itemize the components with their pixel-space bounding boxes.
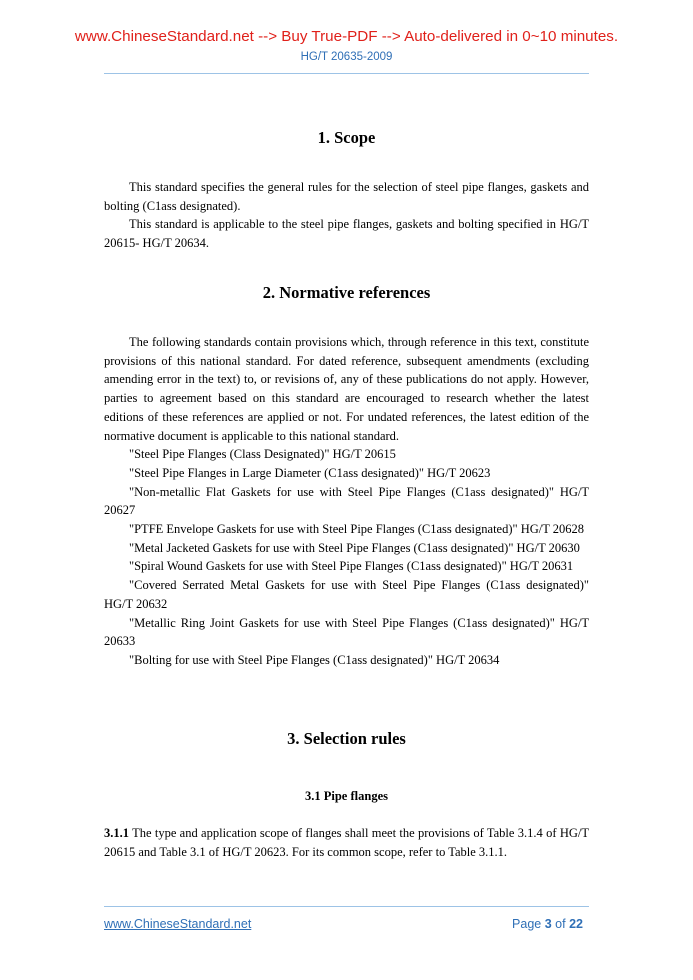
section-heading-selection-rules: 3. Selection rules [287,729,406,748]
section-heading-normative-references: 2. Normative references [262,283,431,302]
reference-item: "Non-metallic Flat Gaskets for use with Steel Pipe Flanges (C1ass designated)" HG/T 20627 [104,484,589,518]
footer-site-link[interactable]: www.ChineseStandard.net [104,917,252,931]
reference-item: "Metal Jacketed Gaskets for use with Steel Pipe Flanges (C1ass designated)" HG/T 20630 [129,540,580,555]
scope-paragraph: This standard specifies the general rules for the selection of steel pipe flanges, gaskets and bolting (C1ass designated). [104,180,589,213]
page-label: Page [512,917,542,931]
reference-item: "Bolting for use with Steel Pipe Flanges (C1ass designated)" HG/T 20634 [129,652,500,667]
references-intro: The following standards contain provisions which, through reference in this text, constitute provisions of this national standard. For dated reference, subsequent amendments (excluding amending error in the text) to, or revisions of, any of these publications do not apply. However, parties to agreement based on this standard are encouraged to research whether the latest editions of these references are applied or not. For undated references, the latest edition of the normative document is applicable to this national standard. [104,335,589,443]
subsection-heading-pipe-flanges: 3.1 Pipe flanges [305,789,388,803]
buy-pdf-banner-link[interactable]: www.ChineseStandard.net --> Buy True-PDF --> Auto-delivered in 0~10 minutes. [74,28,619,45]
reference-item: "Steel Pipe Flanges (Class Designated)" HG/T 20615 [129,447,396,462]
reference-item: "PTFE Envelope Gaskets for use with Steel Pipe Flanges (C1ass designated)" HG/T 20628 [129,522,585,537]
clause-number: 3.1.1 [104,826,129,840]
page-current: 3 [544,917,552,931]
header-divider [104,73,589,74]
scope-paragraph: This standard is applicable to the steel pipe flanges, gaskets and bolting specified in HG/T 20615- HG/T 20634. [104,217,589,251]
page-total: 22 [569,917,583,931]
clause-text: The type and application scope of flanges shall meet the provisions of Table 3.1.4 of HG/T 20615 and Table 3.1 of HG/T 20623. For its common scope, refer to Table 3.1.1. [104,826,589,859]
reference-item: "Metallic Ring Joint Gaskets for use with Steel Pipe Flanges (C1ass designated)" HG/T 20633 [104,615,589,649]
normative-references-body [104,333,589,670]
standard-code: HG/T 20635-2009 [300,51,393,63]
scope-body [104,178,589,253]
reference-item: "Covered Serrated Metal Gaskets for use with Steel Pipe Flanges (C1ass designated)" HG/T 20632 [104,578,589,611]
clause-paragraph [104,824,589,861]
footer-divider [104,906,589,907]
page-indicator [512,917,583,931]
reference-item: "Steel Pipe Flanges in Large Diameter (C1ass designated)" HG/T 20623 [129,465,491,480]
page-of-label: of [555,917,566,931]
clause-3-1-1 [104,824,589,861]
reference-item: "Spiral Wound Gaskets for use with Steel Pipe Flanges (C1ass designated)" HG/T 20631 [129,559,574,574]
section-heading-scope: 1. Scope [317,128,376,147]
